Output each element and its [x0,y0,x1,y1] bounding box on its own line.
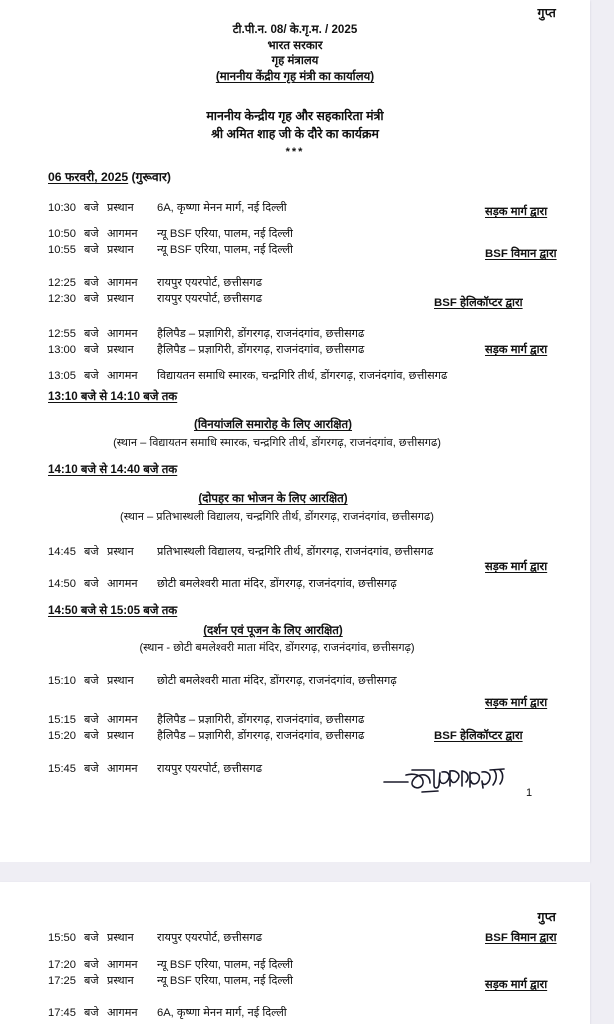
entry-action: प्रस्थान [107,932,134,944]
reserved-slot-time: 14:10 बजे से 14:40 बजे तक [48,463,178,476]
travel-mode-label: BSF हेलिकॉप्टर द्वारा [434,730,523,742]
entry-time: 17:25 [48,975,76,987]
classification-marking-top: गुप्त [537,6,556,20]
reserved-slot-time: 14:50 बजे से 15:05 बजे तक [48,604,178,617]
government-name: भारत सरकार [267,38,323,52]
schedule-row [0,1006,590,1021]
letterhead-block [0,22,590,85]
reserved-block-venue: (स्थान – विद्यायतन समाधि स्मारक, चन्द्रगिरि तीर्थ, डोंगरगढ़, राजनंदगांव, छत्तीसगढ) [113,437,441,449]
travel-mode-label: BSF हेलिकॉप्टर द्वारा [434,297,523,309]
entry-action: प्रस्थान [107,293,134,305]
entry-time: 13:05 [48,370,76,382]
entry-baje: बजे [84,228,99,240]
entry-time: 15:20 [48,730,76,742]
schedule-row [0,369,590,384]
entry-location: रायपुर एयरपोर्ट, छत्तीसगढ [157,293,262,305]
entry-action: प्रस्थान [107,675,134,687]
entry-time: 12:25 [48,277,76,289]
schedule-row [0,958,590,973]
entry-time: 15:50 [48,932,76,944]
reserved-block-title: (विनयांजलि समारोह के लिए आरक्षित) [193,418,353,431]
travel-mode-label: सड़क मार्ग द्वारा [485,697,548,709]
entry-baje: बजे [84,344,99,356]
entry-baje: बजे [84,763,99,775]
entry-baje: बजे [84,328,99,340]
entry-baje: बजे [84,1007,99,1019]
handwritten-signature [382,762,512,800]
entry-location: हैलिपैड – प्रज्ञागिरी, डोंगरगढ़, राजनंदगांव, छत्तीसगढ [157,328,365,340]
entry-location: न्यू BSF एरिया, पालम, नई दिल्ली [157,959,293,971]
entry-time: 12:55 [48,328,76,340]
entry-action: आगमन [107,328,138,340]
entry-location: 6A, कृष्णा मेनन मार्ग, नई दिल्ली [157,1007,287,1019]
ministry-name: गृह मंत्रालय [271,54,319,68]
travel-mode-label: सड़क मार्ग द्वारा [485,206,548,218]
entry-action: आगमन [107,959,138,971]
entry-time: 13:00 [48,344,76,356]
entry-time: 17:45 [48,1007,76,1019]
entry-location: छोटी बमलेश्वरी माता मंदिर, डोंगरगढ़, राजनंदगांव, छत्तीसगढ़ [157,578,397,590]
travel-mode-label: BSF विमान द्वारा [485,248,557,260]
reserved-block-title: (दर्शन एवं पूजन के लिए आरक्षित) [203,624,343,637]
schedule-row [0,674,590,689]
entry-action: प्रस्थान [107,344,134,356]
entry-time: 15:15 [48,714,76,726]
subject-block [0,108,590,143]
date-heading-day: (गुरूवार) [128,170,171,184]
travel-mode-label: सड़क मार्ग द्वारा [485,979,548,991]
date-heading [48,170,171,186]
entry-time: 10:55 [48,244,76,256]
reserved-block-venue: (स्थान - छोटी बमलेश्वरी माता मंदिर, डोंगरगढ़, राजनंदगांव, छत्तीसगढ़) [139,642,415,654]
entry-time: 15:45 [48,763,76,775]
reference-number: टी.पी.न. 08/ के.गृ.म. / 2025 [232,23,358,36]
schedule-row [0,545,590,560]
entry-location: प्रतिभास्थली विद्यालय, चन्द्रगिरि तीर्थ, डोंगरगढ़, राजनंदगांव, छत्तीसगढ [157,546,434,558]
page-number: 1 [526,787,533,799]
office-name: (माननीय केंद्रीय गृह मंत्री का कार्यालय) [215,69,375,83]
entry-baje: बजे [84,202,99,214]
entry-action: आगमन [107,578,138,590]
entry-location: रायपुर एयरपोर्ट, छत्तीसगढ [157,932,262,944]
entry-action: प्रस्थान [107,730,134,742]
document-page-2 [0,882,590,1024]
subject-line-1: माननीय केन्द्रीय गृह और सहकारिता मंत्री [206,109,384,123]
entry-action: प्रस्थान [107,244,134,256]
entry-baje: बजे [84,675,99,687]
entry-time: 10:50 [48,228,76,240]
reserved-block-title: (दोपहर का भोजन के लिए आरक्षित) [198,492,348,505]
date-heading-date: 06 फरवरी, 2025 [48,170,129,184]
schedule-row [0,276,590,291]
entry-baje: बजे [84,546,99,558]
travel-mode-label: सड़क मार्ग द्वारा [485,561,548,573]
entry-baje: बजे [84,293,99,305]
entry-time: 12:30 [48,293,76,305]
entry-baje: बजे [84,277,99,289]
travel-mode-label: BSF विमान द्वारा [485,932,557,944]
classification-marking-top: गुप्त [537,910,556,924]
page-gap [0,862,590,882]
entry-time: 14:50 [48,578,76,590]
entry-action: प्रस्थान [107,546,134,558]
entry-action: प्रस्थान [107,202,134,214]
entry-location: न्यू BSF एरिया, पालम, नई दिल्ली [157,975,293,987]
entry-action: आगमन [107,277,138,289]
schedule-row [0,713,590,728]
schedule-row [0,577,590,592]
entry-time: 15:10 [48,675,76,687]
entry-location: हैलिपैड – प्रज्ञागिरी, डोंगरगढ़, राजनंदगांव, छत्तीसगढ [157,344,365,356]
entry-location: न्यू BSF एरिया, पालम, नई दिल्ली [157,228,293,240]
entry-action: प्रस्थान [107,975,134,987]
entry-action: आगमन [107,370,138,382]
entry-time: 14:45 [48,546,76,558]
entry-action: आगमन [107,763,138,775]
reserved-block-venue: (स्थान – प्रतिभास्थली विद्यालय, चन्द्रगिरि तीर्थ, डोंगरगढ़, राजनंदगांव, छत्तीसगढ) [120,511,434,523]
entry-baje: बजे [84,932,99,944]
entry-location: रायपुर एयरपोर्ट, छत्तीसगढ [157,763,262,775]
entry-time: 17:20 [48,959,76,971]
entry-baje: बजे [84,370,99,382]
entry-action: आगमन [107,1007,138,1019]
entry-location: हैलिपैड – प्रज्ञागिरी, डोंगरगढ़, राजनंदगांव, छत्तीसगढ [157,714,365,726]
entry-time: 10:30 [48,202,76,214]
entry-location: छोटी बमलेश्वरी माता मंदिर, डोंगरगढ़, राजनंदगांव, छत्तीसगढ़ [157,675,397,687]
entry-location: न्यू BSF एरिया, पालम, नई दिल्ली [157,244,293,256]
entry-baje: बजे [84,959,99,971]
entry-baje: बजे [84,975,99,987]
entry-baje: बजे [84,714,99,726]
entry-baje: बजे [84,578,99,590]
entry-location: हैलिपैड – प्रज्ञागिरी, डोंगरगढ़, राजनंदगांव, छत्तीसगढ [157,730,365,742]
page-2-sheet [0,882,590,1024]
subject-line-2: श्री अमित शाह जी के दौरे का कार्यक्रम [211,126,379,141]
entry-action: आगमन [107,228,138,240]
schedule-row [0,227,590,242]
separator-asterisks: *** [285,146,305,158]
entry-baje: बजे [84,244,99,256]
entry-location: रायपुर एयरपोर्ट, छत्तीसगढ [157,277,262,289]
entry-baje: बजे [84,730,99,742]
entry-location: विद्यायतन समाधि स्मारक, चन्द्रगिरि तीर्थ, डोंगरगढ़, राजनंदगांव, छत्तीसगढ [157,370,448,382]
schedule-row [0,327,590,342]
entry-location: 6A, कृष्णा मेनन मार्ग, नई दिल्ली [157,202,287,214]
reserved-slot-time: 13:10 बजे से 14:10 बजे तक [48,390,178,403]
travel-mode-label: सड़क मार्ग द्वारा [485,344,548,356]
entry-action: आगमन [107,714,138,726]
